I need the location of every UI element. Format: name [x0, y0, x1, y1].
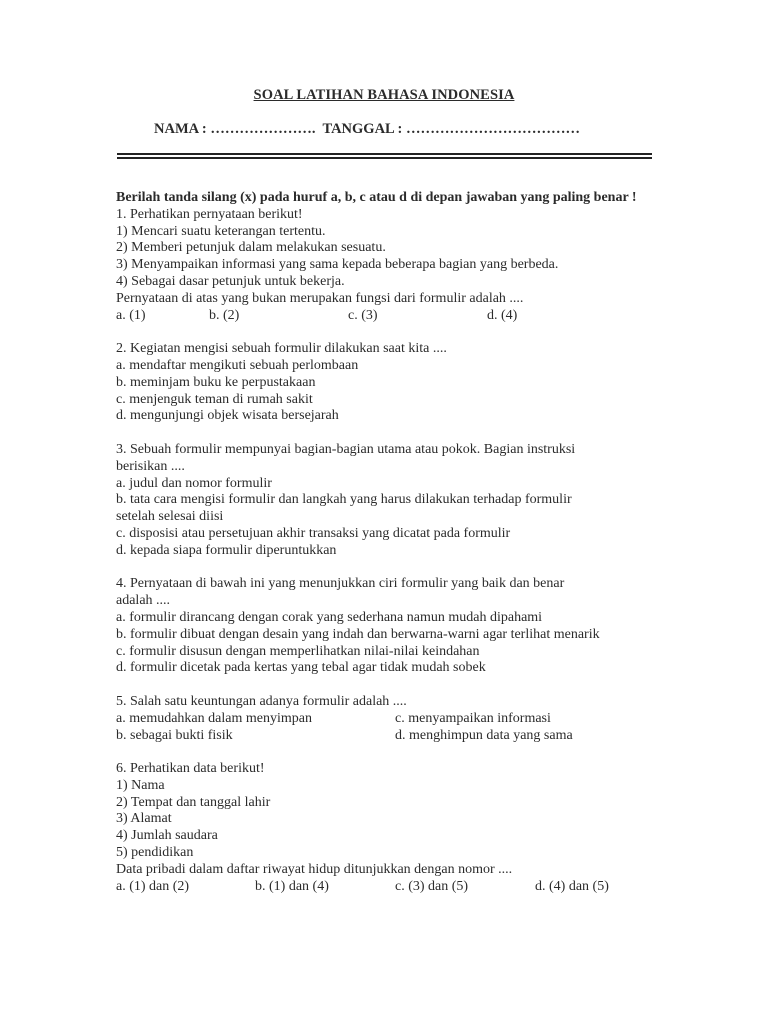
question-line: 4) Sebagai dasar petunjuk untuk bekerja.: [116, 273, 345, 289]
question-line: 1) Nama: [116, 777, 165, 793]
answer-option: a. mendaftar mengikuti sebuah perlombaan: [116, 357, 359, 373]
page-title: SOAL LATIHAN BAHASA INDONESIA: [253, 87, 515, 103]
question-line: 3) Alamat: [116, 811, 172, 827]
question-line: 5. Salah satu keuntungan adanya formulir adalah ....: [116, 693, 407, 709]
answer-option: c. menyampaikan informasi: [395, 710, 551, 726]
question-6: [116, 761, 656, 895]
answer-option: b. sebagai bukti fisik: [116, 727, 233, 743]
question-line: 1) Mencari suatu keterangan tertentu.: [116, 223, 326, 239]
question-list: [116, 190, 656, 895]
answer-option: c. (3): [348, 307, 378, 323]
question-line: 3. Sebuah formulir mempunyai bagian-bagian utama atau pokok. Bagian instruksi: [116, 441, 576, 457]
question-line: 5) pendidikan: [116, 845, 194, 861]
answer-option: b. formulir dibuat dengan desain yang indah dan berwarna-warni agar terlihat menarik: [116, 626, 600, 642]
answer-option: b. meminjam buku ke perpustakaan: [116, 374, 316, 390]
answer-options-row: [116, 711, 656, 728]
answer-option: d. mengunjungi objek wisata bersejarah: [116, 408, 339, 424]
question-line: 2) Memberi petunjuk dalam melakukan sesuatu.: [116, 240, 386, 256]
spacer: [116, 677, 656, 694]
question-line: 4) Jumlah saudara: [116, 828, 218, 844]
answer-option: d. menghimpun data yang sama: [395, 727, 573, 743]
answer-option: a. judul dan nomor formulir: [116, 475, 272, 491]
question-line: 4. Pernyataan di bawah ini yang menunjukkan ciri formulir yang baik dan benar: [116, 576, 565, 592]
spacer: [116, 744, 656, 761]
question-1: [116, 207, 656, 325]
question-line: 2) Tempat dan tanggal lahir: [116, 794, 271, 810]
question-line: 3) Menyampaikan informasi yang sama kepada beberapa bagian yang berbeda.: [116, 257, 559, 273]
instruction-text: Berilah tanda silang (x) pada huruf a, b, c atau d di depan jawaban yang paling benar !: [116, 190, 637, 205]
question-line: 6. Perhatikan data berikut!: [116, 761, 265, 777]
spacer: [116, 425, 656, 442]
answer-option: a. (1): [116, 307, 146, 323]
answer-option: c. disposisi atau persetujuan akhir transaksi yang dicatat pada formulir: [116, 525, 511, 541]
answer-option: setelah selesai diisi: [116, 509, 224, 525]
answer-option: a. memudahkan dalam menyimpan: [116, 710, 312, 726]
question-line: adalah ....: [116, 593, 171, 609]
answer-option: d. kepada siapa formulir diperuntukkan: [116, 542, 337, 558]
question-2: [116, 341, 656, 425]
answer-options: [116, 308, 656, 325]
answer-option: d. (4): [487, 307, 518, 323]
spacer: [116, 324, 656, 341]
question-5: [116, 694, 656, 744]
question-line: Pernyataan di atas yang bukan merupakan fungsi dari formulir adalah ....: [116, 290, 524, 306]
question-line: Data pribadi dalam daftar riwayat hidup ditunjukkan dengan nomor ....: [116, 861, 513, 877]
question-line: 2. Kegiatan mengisi sebuah formulir dilakukan saat kita ....: [116, 341, 447, 357]
question-line: 1. Perhatikan pernyataan berikut!: [116, 206, 303, 222]
answer-option: b. (2): [209, 307, 240, 323]
answer-option: a. (1) dan (2): [116, 878, 190, 894]
answer-option: c. menjenguk teman di rumah sakit: [116, 391, 313, 407]
header-divider-bottom: [117, 157, 652, 159]
answer-options-row: [116, 728, 656, 745]
answer-option: b. (1) dan (4): [255, 878, 329, 894]
answer-option: d. (4) dan (5): [535, 878, 609, 894]
answer-option: a. formulir dirancang dengan corak yang sederhana namun mudah dipahami: [116, 609, 543, 625]
name-date-line: NAMA : …………………. TANGGAL : ………………………………: [154, 121, 581, 137]
question-4: [116, 576, 656, 677]
spacer: [116, 560, 656, 577]
answer-option: c. formulir disusun dengan memperlihatkan nilai-nilai keindahan: [116, 643, 480, 659]
header-divider-top: [117, 153, 652, 155]
answer-option: c. (3) dan (5): [395, 878, 469, 894]
answer-options: [116, 879, 656, 896]
question-3: [116, 442, 656, 560]
answer-option: b. tata cara mengisi formulir dan langkah yang harus dilakukan terhadap formulir: [116, 492, 572, 508]
answer-option: d. formulir dicetak pada kertas yang tebal agar tidak mudah sobek: [116, 660, 486, 676]
question-line: berisikan ....: [116, 458, 185, 474]
